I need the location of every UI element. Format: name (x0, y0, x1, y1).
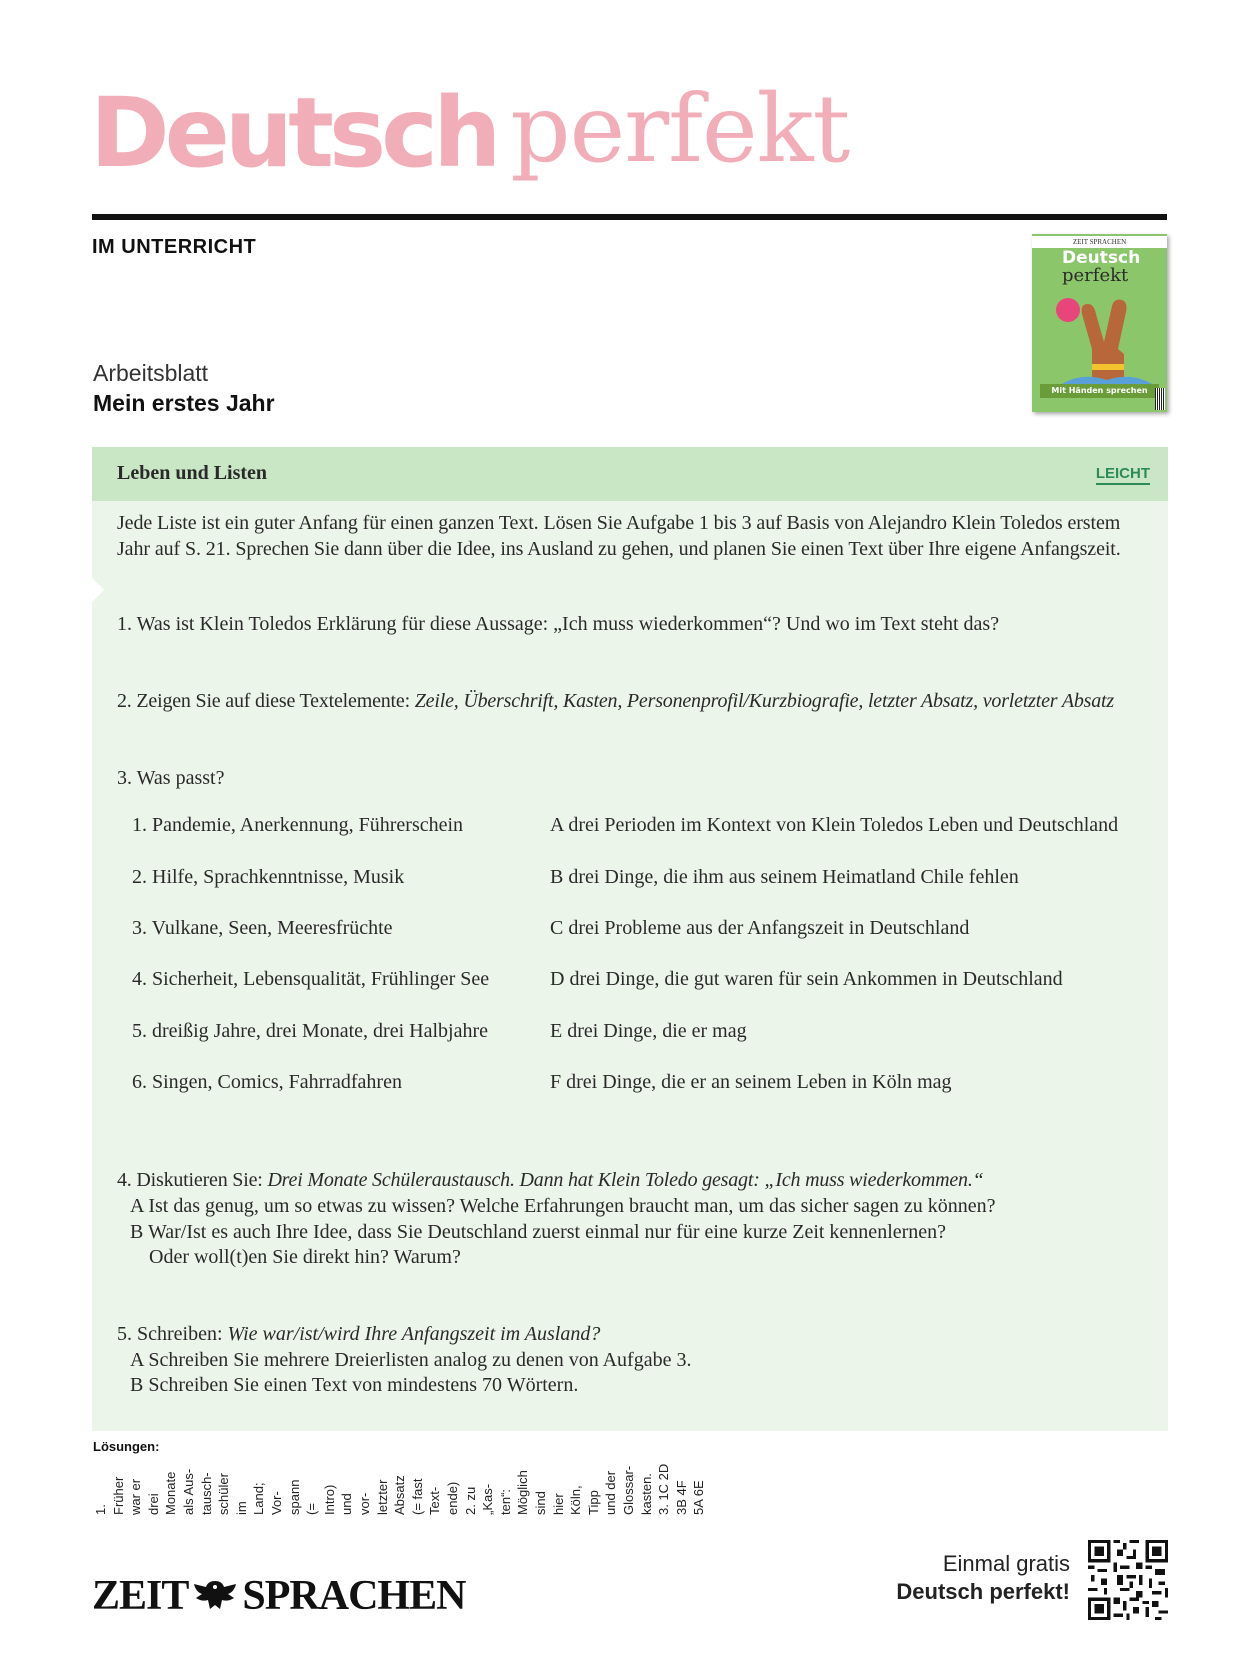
solution-fragment: und der (603, 1470, 619, 1515)
doc-type: Arbeitsblatt (93, 360, 209, 386)
solution-fragment: vor- (357, 1492, 372, 1515)
barcode (1155, 388, 1165, 410)
section-label: IM UNTERRICHT (92, 236, 257, 258)
solution-fragment: Absatz (392, 1475, 408, 1515)
task-4 (117, 1167, 984, 1193)
promo-line-1: Einmal gratis (942, 1551, 1070, 1576)
task-4-prefix: 4. Diskutieren Sie: (117, 1169, 268, 1191)
magazine-cover-image (1032, 234, 1167, 412)
solution-fragment: ten“: (497, 1488, 513, 1515)
logo-perfekt: perfekt (510, 75, 850, 184)
solution-fragment: Tipp (585, 1490, 601, 1515)
deutsch-perfekt-logo (90, 75, 850, 195)
solution-fragment: 3. 1C 2D (656, 1463, 672, 1515)
solution-fragment: 3B 4F (673, 1480, 689, 1515)
promo-line-2: Deutsch perfekt! (896, 1579, 1070, 1604)
cover-title-1: Deutsch (1062, 248, 1141, 268)
logo-deutsch: Deutsch (90, 77, 497, 189)
solution-fragment: (= (304, 1503, 320, 1515)
solution-fragment: sind (533, 1491, 548, 1515)
task-4-quote: Drei Monate Schüleraustausch. Dann hat Klein Toledo gesagt: „Ich muss wiederkommen.“ (267, 1169, 984, 1191)
zeit-sprachen-logo (92, 1572, 465, 1620)
match-right-item: B drei Dinge, die ihm aus seinem Heimatland Chile fehlen (550, 866, 1019, 888)
solution-fragment: Intro) (321, 1484, 337, 1515)
task-4-b-cont: Oder woll(t)en Sie direkt hin? Warum? (149, 1246, 461, 1268)
solution-fragment: 1. (93, 1504, 108, 1515)
task-3: 3. Was passt? (117, 767, 225, 789)
match-right-item: E drei Dinge, die er mag (550, 1020, 747, 1042)
cover-title-2: perfekt (1062, 265, 1129, 286)
panel-intro: Jede Liste ist ein guter Anfang für einen ganzen Text. Lösen Sie Aufgabe 1 bis 3 auf Basis von Alejandro Klein Toledos erstem Jahr auf S. 21. Sprechen Sie dann über die Idee, ins Ausland zu gehen, und planen Sie einen Text über Ihre eigene Anfangszeit. (117, 512, 1121, 560)
solution-fragment: Text- (427, 1486, 443, 1515)
solution-fragment: im (233, 1501, 249, 1515)
match-right-item: C drei Probleme aus der Anfangszeit in Deutschland (550, 917, 970, 939)
solution-fragment: „Kas- (480, 1483, 496, 1515)
solution-fragment: Land; (251, 1482, 267, 1515)
solution-fragment: hier (550, 1493, 566, 1515)
match-left-item: 6. Singen, Comics, Fahrradfahren (132, 1071, 402, 1093)
solution-fragment: war er (128, 1478, 144, 1515)
match-right-item: D drei Dinge, die gut waren für sein Ankommen in Deutschland (550, 968, 1063, 990)
solution-fragment: tausch- (198, 1472, 214, 1515)
solution-fragment: 5A 6E (691, 1480, 707, 1515)
match-left-item: 3. Vulkane, Seen, Meeresfrüchte (132, 917, 393, 939)
match-right-item: F drei Dinge, die er an seinem Leben in Köln mag (550, 1071, 952, 1093)
solution-fragment: Möglich (515, 1470, 531, 1515)
match-right-item: A drei Perioden im Kontext von Klein Toledos Leben und Deutschland (550, 814, 1119, 836)
solution-fragment: Vor- (269, 1491, 284, 1515)
task-1: 1. Was ist Klein Toledos Erklärung für diese Aussage: „Ich muss wiederkommen“? Und wo im Text steht das? (117, 613, 1000, 635)
header-rule (92, 214, 1167, 220)
task-2-items: Zeile, Überschrift, Kasten, Personenprofil/Kurzbiografie, letzter Absatz, vorletzter Absatz (414, 690, 1114, 712)
solution-fragment: kasten. (638, 1473, 654, 1515)
solution-fragment: Köln, (568, 1485, 584, 1515)
panel-notch (92, 578, 104, 602)
level-badge: LEICHT (1096, 466, 1150, 485)
task-4-b: B War/Ist es auch Ihre Idee, dass Sie Deutschland zuerst einmal nur für eine kurze Zeit kennenlernen? (130, 1221, 947, 1243)
task-5 (117, 1321, 600, 1347)
task-5-a: A Schreiben Sie mehrere Dreierlisten analog zu denen von Aufgabe 3. (130, 1349, 692, 1371)
match-left-item: 2. Hilfe, Sprachkenntnisse, Musik (132, 866, 405, 888)
solution-fragment: Monate (163, 1471, 179, 1515)
task-2 (117, 688, 1114, 714)
solution-fragment: Früher (110, 1476, 126, 1515)
solution-fragment: Glossar- (621, 1465, 636, 1515)
solution-fragment: und (339, 1493, 355, 1515)
task-5-quote: Wie war/ist/wird Ihre Anfangszeit im Ausland? (227, 1323, 601, 1345)
solution-fragment: spann (286, 1479, 302, 1515)
match-left-item: 5. dreißig Jahre, drei Monate, drei Halbjahre (132, 1020, 488, 1042)
solution-fragment: ende) (445, 1481, 460, 1515)
task-5-b: B Schreiben Sie einen Text von mindestens 70 Wörtern. (130, 1374, 579, 1396)
cover-strip: Mit Händen sprechen (1040, 384, 1159, 398)
solution-fragment: (= fast (409, 1478, 425, 1515)
solution-fragment: schüler (216, 1473, 232, 1515)
solutions-label: Lösungen: (93, 1439, 160, 1454)
qr-code[interactable] (1088, 1540, 1168, 1620)
panel-title: Leben und Listen (117, 462, 268, 484)
solution-fragment: drei (145, 1493, 161, 1515)
task-5-prefix: 5. Schreiben: (117, 1323, 228, 1345)
solution-fragment: als Aus- (181, 1468, 196, 1515)
task-2-prefix: 2. Zeigen Sie auf diese Textelemente: (117, 690, 415, 712)
match-left-item: 1. Pandemie, Anerkennung, Führerschein (132, 814, 464, 836)
peace-hand-icon (1052, 294, 1162, 389)
promo-text (896, 1550, 1070, 1606)
solution-fragment: letzter (374, 1479, 390, 1515)
match-left-item: 4. Sicherheit, Lebensqualität, Frühlinger See (132, 968, 490, 990)
cover-publisher: ZEIT SPRACHEN (1032, 236, 1167, 248)
logo-zeit: ZEIT (92, 1573, 189, 1619)
panel-header (92, 447, 1168, 501)
cover-title (1062, 250, 1162, 285)
solution-fragment: 2. zu (462, 1486, 478, 1515)
logo-sprachen: SPRACHEN (242, 1573, 466, 1619)
eagle-icon (190, 1578, 240, 1612)
doc-title: Mein erstes Jahr (93, 390, 275, 416)
task-4-a: A Ist das genug, um so etwas zu wissen? Welche Erfahrungen braucht man, um das sicher sagen zu können? (130, 1195, 996, 1217)
